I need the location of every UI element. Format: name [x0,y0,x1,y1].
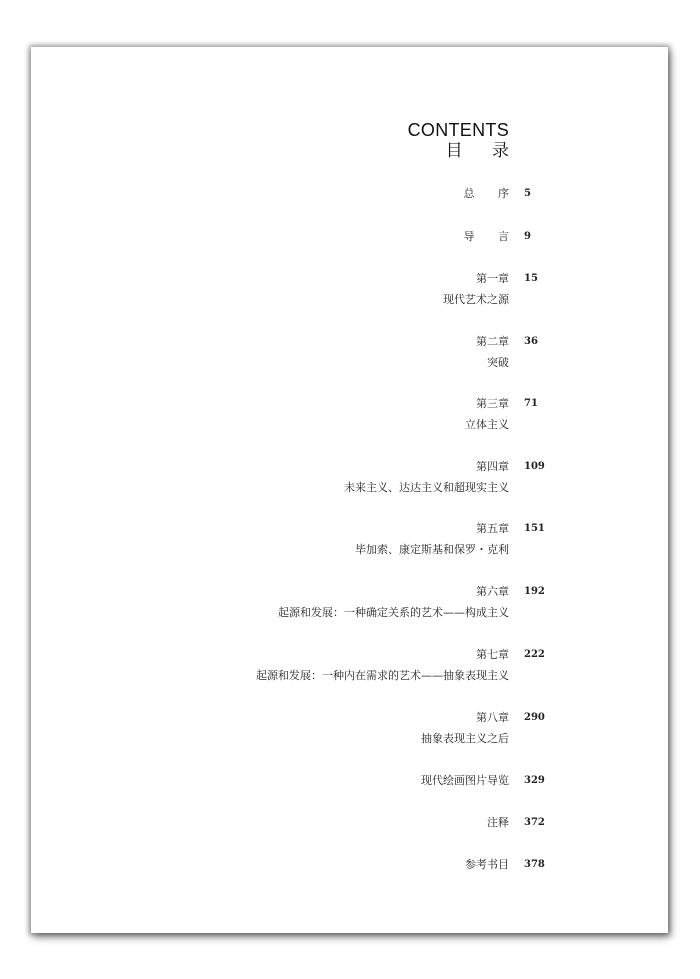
toc-entry-title: 第六章 [476,585,509,598]
toc-entry-page-number: 192 [524,586,545,597]
toc-entry-page-number: 9 [524,231,531,242]
toc-entry-chapter-3 [31,397,668,437]
contents-title-english: CONTENTS [407,120,509,140]
toc-entry-bibliography [31,858,668,898]
toc-entry-subtitle: 突破 [487,356,509,369]
toc-entry-chapter-4 [31,460,668,500]
toc-entry-subtitle: 起源和发展：一种确定关系的艺术——构成主义 [278,606,509,619]
toc-entry-picture-guide [31,774,668,814]
toc-entry-chapter-6 [31,585,668,625]
toc-entry-notes [31,816,668,856]
toc-entry-chapter-1 [31,272,668,312]
toc-entry-page-number: 290 [524,712,545,723]
toc-entry-title: 现代绘画图片导览 [421,774,509,787]
toc-entry-preface [31,187,668,227]
toc-entry-subtitle: 未来主义、达达主义和超现实主义 [344,481,509,494]
book-page [31,47,668,933]
toc-entry-subtitle: 现代艺术之源 [443,293,509,306]
toc-entry-subtitle: 起源和发展：一种内在需求的艺术——抽象表现主义 [256,669,509,682]
contents-heading [407,120,521,162]
toc-entry-title: 第四章 [476,460,509,473]
toc-entry-chapter-5 [31,522,668,562]
toc-entry-title: 第八章 [476,711,509,724]
toc-entry-page-number: 109 [524,461,545,472]
toc-entry-page-number: 151 [524,523,545,534]
contents-title-chinese: 目 录 [445,141,521,161]
toc-entry-title: 第五章 [476,522,509,535]
toc-entry-title: 总 序 [463,187,519,200]
toc-entry-page-number: 378 [524,859,545,870]
toc-entry-title: 导 言 [463,230,519,243]
toc-entry-page-number: 329 [524,775,545,786]
toc-entry-page-number: 36 [524,336,538,347]
toc-entry-subtitle: 立体主义 [465,418,509,431]
toc-entry-subtitle: 抽象表现主义之后 [421,732,509,745]
toc-entry-subtitle: 毕加索、康定斯基和保罗・克利 [355,543,509,556]
toc-entry-title: 第二章 [476,335,509,348]
toc-entry-title: 第一章 [476,272,509,285]
toc-entry-chapter-2 [31,335,668,375]
toc-entry-title: 参考书目 [465,858,509,871]
toc-entry-page-number: 71 [524,398,538,409]
toc-entry-title: 第七章 [476,648,509,661]
toc-entry-page-number: 15 [524,273,538,284]
toc-entry-title: 第三章 [476,397,509,410]
toc-entry-chapter-8 [31,711,668,751]
toc-entry-chapter-7 [31,648,668,688]
toc-entry-introduction [31,230,668,270]
toc-entry-page-number: 372 [524,817,545,828]
toc-entry-page-number: 222 [524,649,545,660]
toc-entry-title: 注释 [487,816,509,829]
toc-entry-page-number: 5 [524,188,531,199]
